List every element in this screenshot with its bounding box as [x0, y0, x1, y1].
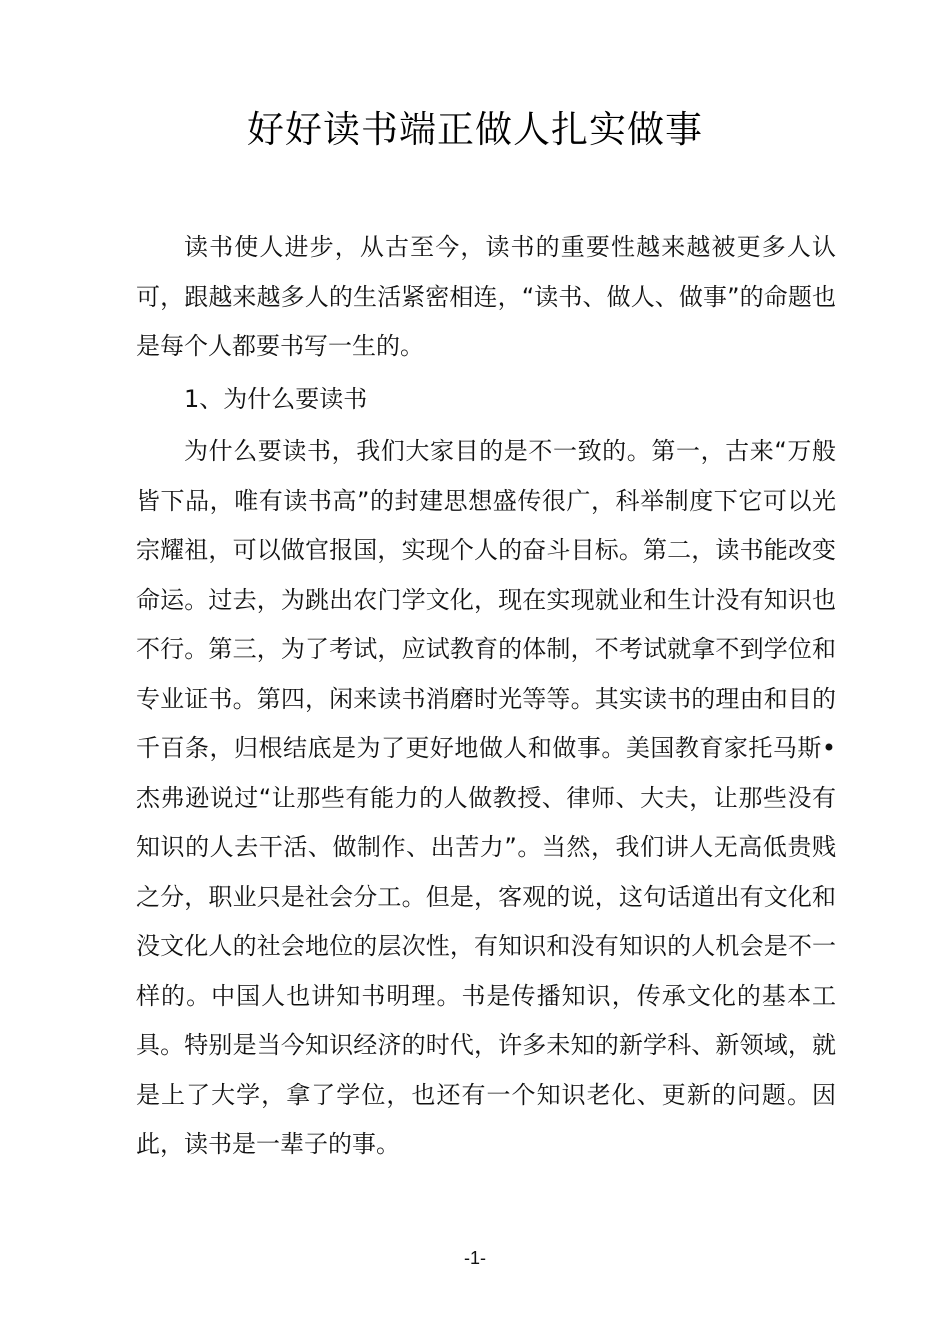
- document-title: 好好读书端正做人扎实做事: [247, 108, 703, 151]
- document-body: [136, 223, 836, 1170]
- section-heading: 1、为什么要读书: [184, 384, 368, 413]
- page-number: -1-: [464, 1248, 486, 1268]
- section-paragraph: 为什么要读书，我们大家目的是不一致的。第一，古来“万般皆下品，唯有读书高”的封建思想盛传很广，科举制度下它可以光宗耀祖，可以做官报国，实现个人的奋斗目标。第二，读书能改变命运。过去，为跳出农门学文化，现在实现就业和生计没有知识也不行。第三，为了考试，应试教育的体制，不考试就拿不到学位和专业证书。第四，闲来读书消磨时光等等。其实读书的理由和目的千百条，归根结底是为了更好地做人和做事。美国教育家托马斯•杰弗逊说过“让那些有能力的人做教授、律师、大夫，让那些没有知识的人去干活、做制作、出苦力”。当然，我们讲人无高低贵贱之分，职业只是社会分工。但是，客观的说，这句话道出有文化和没文化人的社会地位的层次性，有知识和没有知识的人机会是不一样的。中国人也讲知书明理。书是传播知识，传承文化的基本工具。特别是当今知识经济的时代，许多未知的新学科、新领域，就是上了大学，拿了学位，也还有一个知识老化、更新的问题。因此，读书是一辈子的事。: [136, 437, 836, 1158]
- intro-paragraph: 读书使人进步，从古至今，读书的重要性越来越被更多人认可，跟越来越多人的生活紧密相连，“读书、做人、做事”的命题也是每个人都要书写一生的。: [136, 233, 836, 360]
